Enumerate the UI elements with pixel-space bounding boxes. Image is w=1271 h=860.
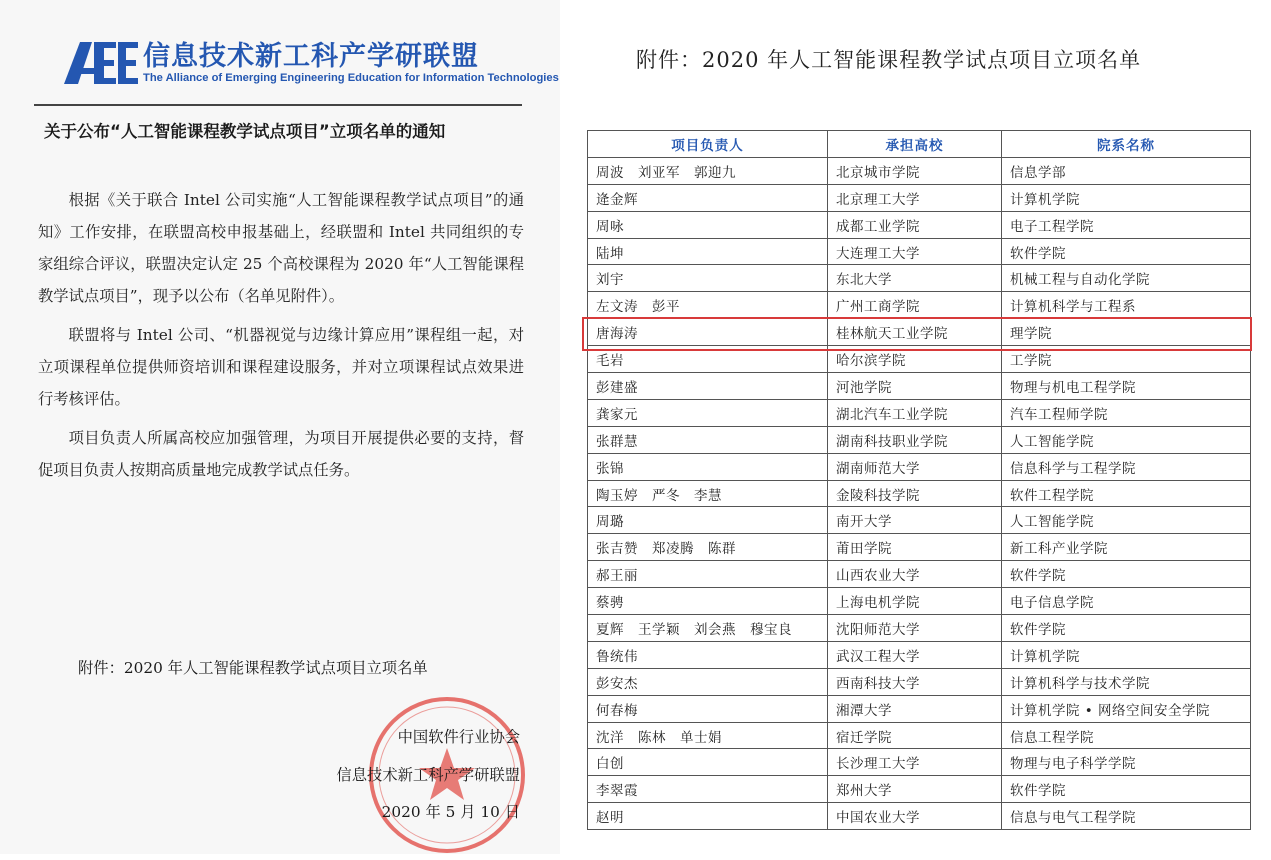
- cell-department: 信息与电气工程学院: [1002, 803, 1251, 830]
- cell-university: 山西农业大学: [828, 561, 1002, 588]
- cell-leader: 赵明: [588, 803, 828, 830]
- cell-university: 宿迁学院: [828, 722, 1002, 749]
- cell-university: 郑州大学: [828, 776, 1002, 803]
- cell-university: 金陵科技学院: [828, 480, 1002, 507]
- cell-leader: 彭建盛: [588, 373, 828, 400]
- table-row: [588, 615, 1251, 642]
- cell-department: 计算机科学与技术学院: [1002, 668, 1251, 695]
- cell-department: 软件学院: [1002, 238, 1251, 265]
- cell-university: 湘潭大学: [828, 695, 1002, 722]
- cell-department: 信息工程学院: [1002, 722, 1251, 749]
- cell-university: 中国农业大学: [828, 803, 1002, 830]
- cell-university: 西南科技大学: [828, 668, 1002, 695]
- cell-department: 人工智能学院: [1002, 426, 1251, 453]
- cell-leader: 唐海涛: [588, 319, 828, 346]
- cell-leader: 陆坤: [588, 238, 828, 265]
- aeee-logo-icon: [64, 38, 138, 86]
- cell-leader: 夏辉 王学颖 刘会燕 穆宝良: [588, 615, 828, 642]
- header-divider: [34, 104, 522, 106]
- table-row: [588, 480, 1251, 507]
- cell-leader: 何春梅: [588, 695, 828, 722]
- cell-leader: 周咏: [588, 211, 828, 238]
- table-row: [588, 211, 1251, 238]
- table-row: [588, 776, 1251, 803]
- cell-university: 沈阳师范大学: [828, 615, 1002, 642]
- cell-department: 汽车工程师学院: [1002, 399, 1251, 426]
- cell-university: 桂林航天工业学院: [828, 319, 1002, 346]
- cell-leader: 鲁统伟: [588, 641, 828, 668]
- cell-department: 电子工程学院: [1002, 211, 1251, 238]
- table-row: [588, 373, 1251, 400]
- table-row: [588, 265, 1251, 292]
- table-row: [588, 641, 1251, 668]
- cell-department: 计算机学院: [1002, 641, 1251, 668]
- cell-department: 理学院: [1002, 319, 1251, 346]
- cell-department: 人工智能学院: [1002, 507, 1251, 534]
- cell-university: 广州工商学院: [828, 292, 1002, 319]
- cell-department: 工学院: [1002, 346, 1251, 373]
- cell-department: 软件学院: [1002, 615, 1251, 642]
- notice-paragraph: 联盟将与 Intel 公司、“机器视觉与边缘计算应用”课程组一起，对立项课程单位提供师资培训和课程建设服务，并对立项课程试点效果进行考核评估。: [38, 326, 524, 408]
- table-row: [588, 426, 1251, 453]
- notice-paragraph: 根据《关于联合 Intel 公司实施“人工智能课程教学试点项目”的通知》工作安排，在联盟高校申报基础上，经联盟和 Intel 共同组织的专家组综合评议，联盟决定认定 25 个高校课程为 2020 年“人工智能课程教学试点项目”，现予以公布（名单见附件）。: [38, 191, 524, 305]
- column-header-university: 承担高校: [828, 131, 1002, 158]
- cell-department: 软件学院: [1002, 561, 1251, 588]
- cell-university: 河池学院: [828, 373, 1002, 400]
- table-row: [588, 238, 1251, 265]
- cell-university: 南开大学: [828, 507, 1002, 534]
- cell-leader: 李翠霞: [588, 776, 828, 803]
- notice-title: 关于公布“人工智能课程教学试点项目”立项名单的通知: [44, 122, 446, 141]
- table-row: [588, 184, 1251, 211]
- project-list-table: [587, 130, 1251, 830]
- cell-department: 电子信息学院: [1002, 588, 1251, 615]
- cell-leader: 左文涛 彭平: [588, 292, 828, 319]
- notice-page: [0, 0, 560, 854]
- notice-body: [38, 184, 524, 493]
- table-row: [588, 292, 1251, 319]
- cell-leader: 龚家元: [588, 399, 828, 426]
- table-row: [588, 749, 1251, 776]
- table-row: [588, 722, 1251, 749]
- table-row: [588, 453, 1251, 480]
- table-row: [588, 157, 1251, 184]
- cell-university: 成都工业学院: [828, 211, 1002, 238]
- cell-university: 湖南师范大学: [828, 453, 1002, 480]
- column-header-leader: 项目负责人: [588, 131, 828, 158]
- table-row: [588, 668, 1251, 695]
- table-row: [588, 534, 1251, 561]
- cell-department: 计算机科学与工程系: [1002, 292, 1251, 319]
- cell-university: 长沙理工大学: [828, 749, 1002, 776]
- cell-department: 计算机学院: [1002, 184, 1251, 211]
- cell-university: 武汉工程大学: [828, 641, 1002, 668]
- cell-department: 软件学院: [1002, 776, 1251, 803]
- cell-leader: 毛岩: [588, 346, 828, 373]
- cell-leader: 陶玉婷 严冬 李慧: [588, 480, 828, 507]
- signatory-csia: 中国软件行业协会: [397, 728, 520, 746]
- cell-department: 机械工程与自动化学院: [1002, 265, 1251, 292]
- org-name-en: The Alliance of Emerging Engineering Education for Information Technologies: [143, 72, 559, 84]
- cell-department: 新工科产业学院: [1002, 534, 1251, 561]
- table-row: [588, 588, 1251, 615]
- cell-university: 北京理工大学: [828, 184, 1002, 211]
- column-header-department: 院系名称: [1002, 131, 1251, 158]
- cell-department: 物理与电子科学学院: [1002, 749, 1251, 776]
- cell-university: 哈尔滨学院: [828, 346, 1002, 373]
- notice-date: 2020 年 5 月 10 日: [381, 803, 520, 821]
- org-name-cn: 信息技术新工科产学研联盟: [143, 41, 479, 72]
- cell-leader: 彭安杰: [588, 668, 828, 695]
- cell-university: 大连理工大学: [828, 238, 1002, 265]
- table-header-row: [588, 131, 1251, 158]
- cell-leader: 蔡骋: [588, 588, 828, 615]
- cell-leader: 沈洋 陈林 单士娟: [588, 722, 828, 749]
- cell-department: 计算机学院 • 网络空间安全学院: [1002, 695, 1251, 722]
- cell-leader: 周璐: [588, 507, 828, 534]
- cell-university: 湖南科技职业学院: [828, 426, 1002, 453]
- cell-university: 上海电机学院: [828, 588, 1002, 615]
- cell-university: 莆田学院: [828, 534, 1002, 561]
- notice-paragraph: 项目负责人所属高校应加强管理，为项目开展提供必要的支持，督促项目负责人按期高质量地完成教学试点任务。: [38, 429, 524, 479]
- cell-leader: 周波 刘亚军 郭迎九: [588, 157, 828, 184]
- cell-leader: 郝王丽: [588, 561, 828, 588]
- cell-leader: 张锦: [588, 453, 828, 480]
- cell-department: 软件工程学院: [1002, 480, 1251, 507]
- table-row: [588, 803, 1251, 830]
- cell-leader: 刘宇: [588, 265, 828, 292]
- cell-department: 信息科学与工程学院: [1002, 453, 1251, 480]
- table-row: [588, 507, 1251, 534]
- cell-department: 信息学部: [1002, 157, 1251, 184]
- attachment-title: 附件：2020 年人工智能课程教学试点项目立项名单: [636, 48, 1142, 72]
- table-row: [588, 695, 1251, 722]
- cell-university: 北京城市学院: [828, 157, 1002, 184]
- table-row: [588, 399, 1251, 426]
- table-row: [588, 561, 1251, 588]
- cell-university: 东北大学: [828, 265, 1002, 292]
- cell-department: 物理与机电工程学院: [1002, 373, 1251, 400]
- signatory-alliance: 信息技术新工科产学研联盟: [336, 766, 520, 784]
- cell-leader: 白创: [588, 749, 828, 776]
- cell-leader: 张群慧: [588, 426, 828, 453]
- cell-leader: 逄金辉: [588, 184, 828, 211]
- cell-university: 湖北汽车工业学院: [828, 399, 1002, 426]
- highlighted-row-box: [582, 317, 1252, 351]
- cell-leader: 张吉赞 郑凌腾 陈群: [588, 534, 828, 561]
- attachment-note: 附件：2020 年人工智能课程教学试点项目立项名单: [78, 659, 428, 677]
